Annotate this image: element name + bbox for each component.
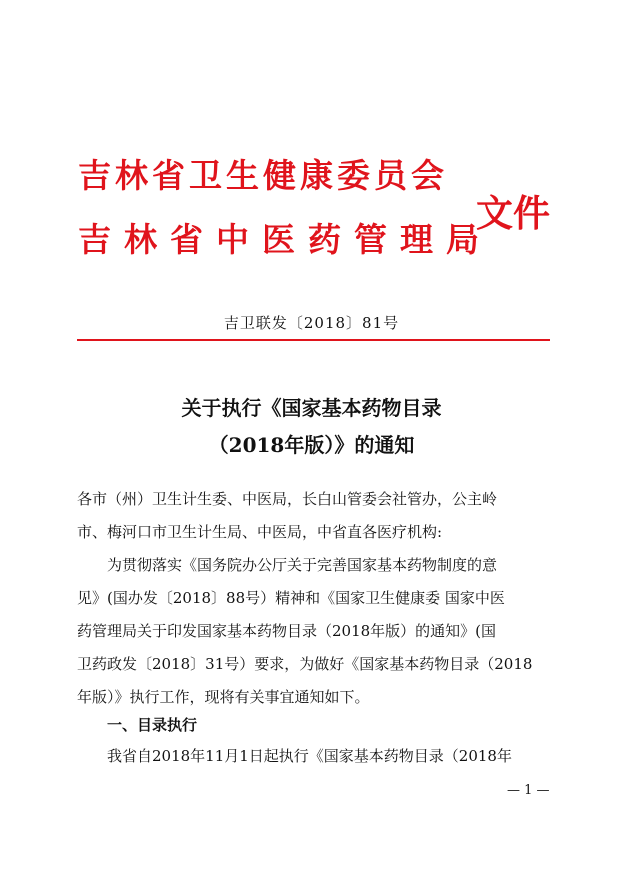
document-title-line-1: 关于执行《国家基本药物目录	[181, 396, 442, 420]
document-title-line-2: （2018年版）》的通知	[208, 433, 415, 457]
paragraph-1-line-2: 见》(国办发〔2018〕88号）精神和《国家卫生健康委 国家中医	[77, 589, 505, 607]
document-number: 吉卫联发〔2018〕81号	[223, 314, 400, 332]
paragraph-1-line-5: 年版）》执行工作，现将有关事宜通知如下。	[77, 688, 370, 706]
recipients-line-1: 各市（州）卫生计生委、中医局，长白山管委会社管办，公主岭	[77, 490, 498, 508]
paragraph-1-line-3: 药管理局关于印发国家基本药物目录（2018年版）的通知》(国	[77, 622, 497, 640]
red-divider-line	[77, 339, 550, 341]
paragraph-1-line-1: 为贯彻落实《国务院办公厅关于完善国家基本药物制度的意	[77, 556, 498, 574]
page-number: — 1 —	[507, 783, 550, 798]
paragraph-2-line-1: 我省自2018年11月1日起执行《国家基本药物目录（2018年	[77, 747, 512, 765]
section-heading-1: 一、目录执行	[107, 716, 198, 734]
document-type-label: 文件	[476, 191, 550, 235]
org-name-line-2: 吉林省中医药管理局	[78, 220, 492, 259]
recipients-line-2: 市、梅河口市卫生计生局、中医局，中省直各医疗机构:	[77, 523, 443, 541]
org-name-line-1: 吉林省卫生健康委员会	[78, 156, 448, 195]
paragraph-1-line-4: 卫药政发〔2018〕31号）要求，为做好《国家基本药物目录（2018	[77, 655, 533, 673]
